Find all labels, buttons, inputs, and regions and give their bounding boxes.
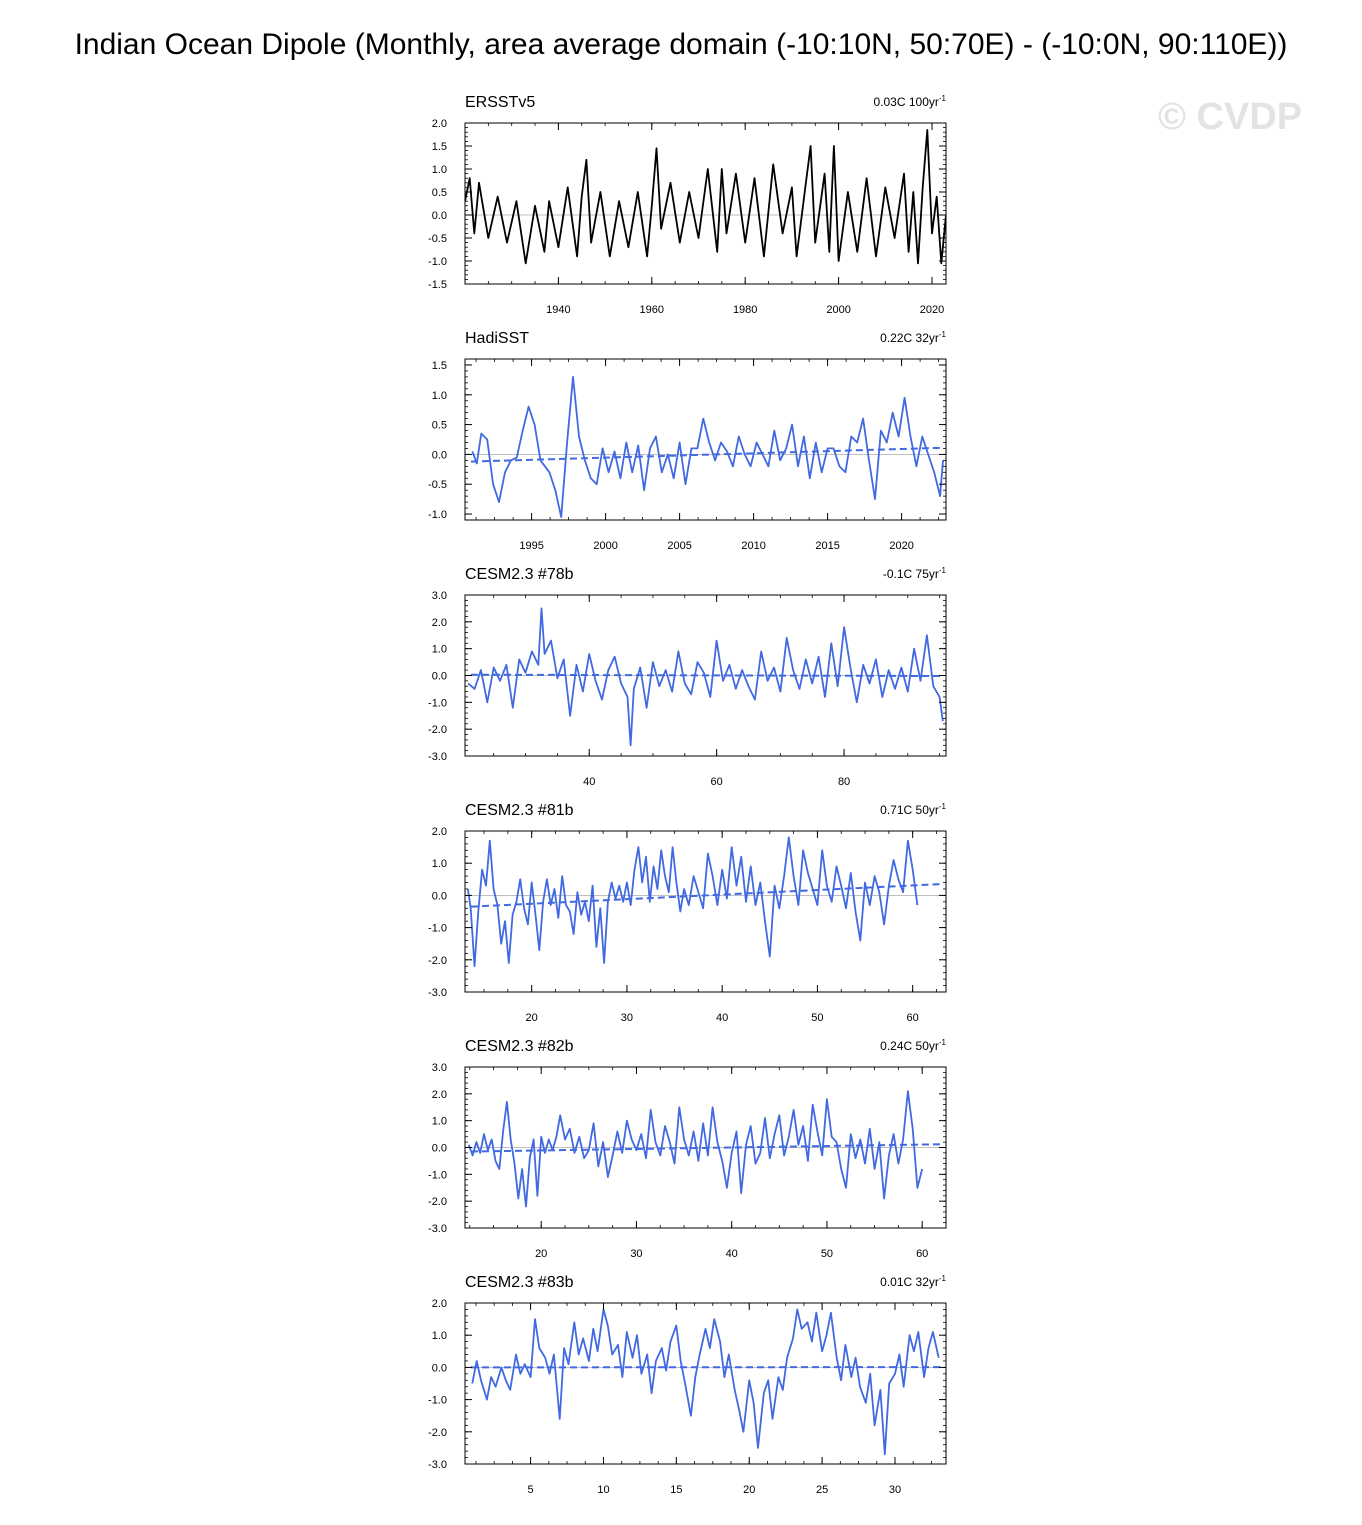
- x-tick-label: 60: [916, 1248, 929, 1260]
- x-tick-label: 1995: [519, 540, 544, 552]
- plot-frame: [465, 123, 946, 284]
- x-tick-label: 60: [710, 776, 723, 788]
- y-tick-label: -2.0: [428, 724, 447, 737]
- x-tick-label: 50: [811, 1012, 824, 1024]
- series-line: [468, 608, 943, 745]
- x-tick-label: 5: [527, 1484, 534, 1496]
- panel-trend-label: 0.24C $50yr^{-1}$: [880, 1038, 946, 1053]
- y-tick-label: 1.0: [431, 1330, 447, 1343]
- x-tick-label: 40: [716, 1012, 729, 1024]
- chart-panel-2: [428, 330, 947, 552]
- x-tick-label: 2020: [889, 540, 914, 552]
- chart-panel-4: [428, 802, 947, 1024]
- x-tick-label: 1940: [546, 304, 571, 316]
- chart-panel-5: [428, 1038, 947, 1260]
- y-tick-label: 1.0: [431, 1115, 447, 1128]
- panel-label: ERSSTv5: [465, 94, 536, 111]
- x-tick-label: 1980: [732, 304, 758, 316]
- y-tick-label: 2.0: [431, 826, 447, 838]
- y-tick-label: 3.0: [431, 1062, 447, 1074]
- panel-trend-label: -0.1C $75yr^{-1}$: [882, 566, 946, 581]
- panel-label: CESM2.3 #81b: [465, 802, 574, 819]
- x-tick-label: 2015: [815, 540, 840, 552]
- x-tick-label: 30: [888, 1484, 902, 1496]
- x-tick-label: 25: [815, 1484, 829, 1496]
- chart-panel-1: [428, 94, 947, 316]
- x-tick-label: 2000: [826, 304, 851, 316]
- x-tick-label: 15: [670, 1484, 683, 1496]
- panel-trend-label: 0.03C $100yr^{-1}$: [873, 94, 946, 109]
- y-tick-label: -1.0: [428, 922, 447, 935]
- series-line: [465, 130, 946, 263]
- y-tick-label: 1.0: [431, 643, 447, 656]
- y-tick-label: -1.0: [428, 256, 447, 268]
- y-tick-label: -1.0: [428, 509, 447, 522]
- y-tick-label: 0.0: [431, 1142, 447, 1155]
- y-tick-label: 0.0: [431, 890, 447, 903]
- panel-label: CESM2.3 #82b: [465, 1038, 574, 1055]
- trend-line: [471, 675, 940, 676]
- x-tick-label: 10: [597, 1484, 610, 1496]
- y-tick-label: 1.0: [431, 164, 447, 176]
- chart-panel-6: [428, 1274, 947, 1496]
- y-tick-label: -1.0: [428, 1169, 447, 1182]
- x-tick-label: 40: [725, 1248, 738, 1260]
- y-tick-label: -3.0: [428, 987, 447, 999]
- panel-label: HadiSST: [465, 330, 530, 347]
- plot-frame: [465, 1303, 946, 1464]
- y-tick-label: -3.0: [428, 1223, 447, 1235]
- series-line: [468, 837, 918, 966]
- y-tick-label: 0.0: [431, 449, 447, 462]
- y-tick-label: -0.5: [428, 479, 447, 492]
- main-title: Indian Ocean Dipole (Monthly, area average domain (-10:10N, 50:70E) - (-10:0N, 90:110E)): [74, 28, 1288, 61]
- y-tick-label: -2.0: [428, 1426, 447, 1439]
- y-tick-label: -2.0: [428, 1196, 447, 1209]
- y-tick-label: -2.0: [428, 954, 447, 967]
- y-tick-label: 2.0: [431, 616, 447, 629]
- x-tick-label: 60: [906, 1012, 919, 1024]
- y-tick-label: 1.5: [431, 141, 447, 153]
- chart-panel-3: [428, 566, 947, 788]
- x-tick-label: 40: [583, 776, 596, 788]
- y-tick-label: 0.5: [431, 419, 447, 432]
- x-tick-label: 50: [820, 1248, 834, 1260]
- y-tick-label: 0.0: [431, 1362, 447, 1375]
- cvdp-watermark: © CVDP: [1158, 96, 1303, 138]
- x-tick-label: 20: [535, 1248, 548, 1260]
- series-line: [472, 1309, 938, 1454]
- series-line: [472, 377, 943, 517]
- x-tick-label: 30: [630, 1248, 643, 1260]
- y-tick-label: 1.0: [431, 858, 447, 871]
- panel-label: CESM2.3 #83b: [465, 1274, 574, 1291]
- y-tick-label: -1.0: [428, 697, 447, 710]
- y-tick-label: 1.0: [431, 389, 447, 402]
- panel-trend-label: 0.22C $32yr^{-1}$: [880, 330, 946, 345]
- panel-trend-label: 0.01C $32yr^{-1}$: [880, 1274, 946, 1289]
- x-tick-label: 30: [620, 1012, 634, 1024]
- panel-label: CESM2.3 #78b: [465, 566, 574, 583]
- plot-frame: [465, 831, 946, 992]
- y-tick-label: 0.0: [431, 670, 447, 683]
- y-tick-label: -1.5: [428, 279, 447, 291]
- y-tick-label: 2.0: [431, 1298, 447, 1310]
- x-tick-label: 80: [837, 776, 851, 788]
- panel-trend-label: 0.71C $50yr^{-1}$: [880, 802, 946, 817]
- y-tick-label: -3.0: [428, 1459, 447, 1471]
- x-tick-label: 20: [743, 1484, 756, 1496]
- x-tick-label: 2010: [741, 540, 766, 552]
- y-tick-label: 3.0: [431, 590, 447, 602]
- y-tick-label: 1.5: [431, 359, 447, 372]
- y-tick-label: 2.0: [431, 118, 447, 130]
- y-tick-label: 2.0: [431, 1088, 447, 1101]
- x-tick-label: 2020: [919, 304, 945, 316]
- y-tick-label: 0.0: [431, 210, 447, 222]
- x-tick-label: 2005: [667, 540, 692, 552]
- x-tick-label: 1960: [639, 304, 665, 316]
- x-tick-label: 20: [525, 1012, 538, 1024]
- y-tick-label: -3.0: [428, 751, 447, 763]
- y-tick-label: -1.0: [428, 1394, 447, 1407]
- y-tick-label: 0.5: [431, 187, 447, 199]
- y-tick-label: -0.5: [428, 233, 447, 245]
- x-tick-label: 2000: [593, 540, 618, 552]
